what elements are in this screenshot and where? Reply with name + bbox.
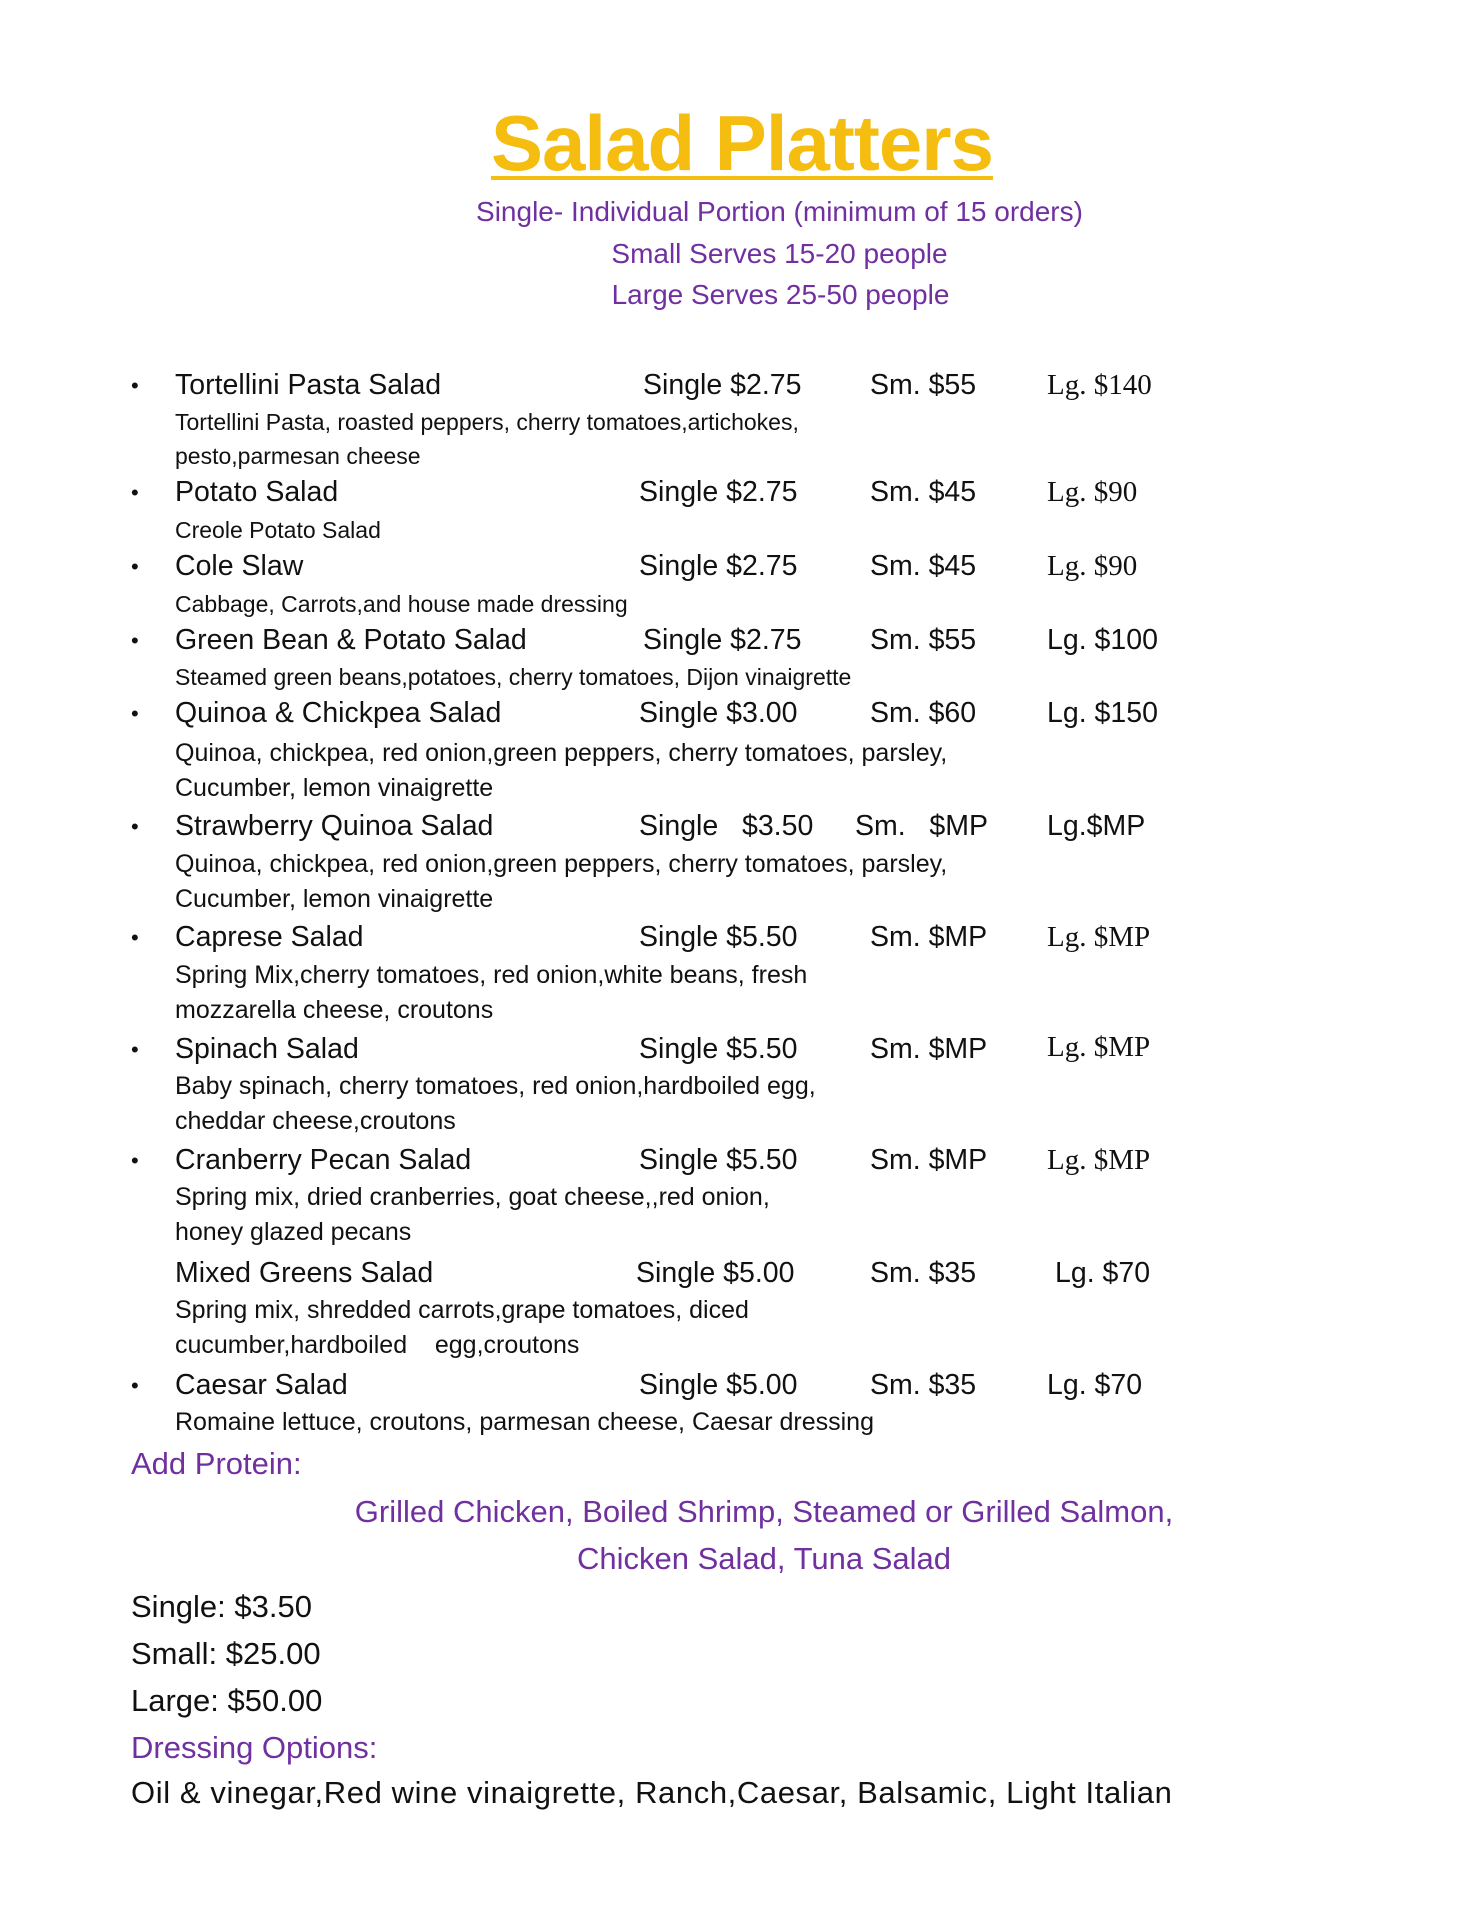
item-small-price: Sm. $MP xyxy=(870,1144,988,1176)
bullet-icon: • xyxy=(131,1037,139,1062)
item-name: Mixed Greens Salad xyxy=(175,1257,434,1289)
item-description-line: Romaine lettuce, croutons, parmesan cheese, Caesar dressing xyxy=(175,1408,874,1436)
protein-price-small: Small: $25.00 xyxy=(131,1636,321,1671)
item-small-price: Sm. $35 xyxy=(870,1257,977,1289)
item-single-price: Single $3.50 xyxy=(639,810,814,842)
item-description-line: cheddar cheese,croutons xyxy=(175,1107,456,1135)
item-large-price: Lg. $150 xyxy=(1047,697,1158,729)
item-name: Green Bean & Potato Salad xyxy=(175,624,527,656)
item-small-price: Sm. $MP xyxy=(870,921,988,953)
bullet-icon: • xyxy=(131,925,139,950)
item-small-price: Sm. $MP xyxy=(855,810,989,842)
bullet-icon: • xyxy=(131,373,139,398)
item-description-line: Tortellini Pasta, roasted peppers, cherry tomatoes,artichokes, xyxy=(175,409,799,435)
item-name: Cole Slaw xyxy=(175,550,304,582)
item-name: Caesar Salad xyxy=(175,1369,348,1401)
item-large-price: Lg. $70 xyxy=(1047,1369,1143,1401)
item-name: Potato Salad xyxy=(175,476,339,508)
item-description xyxy=(175,958,807,1028)
item-description xyxy=(175,1293,749,1363)
item-description-line: Spring mix, shredded carrots,grape tomatoes, diced xyxy=(175,1296,749,1324)
protein-options-line: Grilled Chicken, Boiled Shrimp, Steamed or Grilled Salmon, xyxy=(354,1494,1174,1529)
item-name: Quinoa & Chickpea Salad xyxy=(175,697,502,729)
item-small-price: Sm. $35 xyxy=(870,1369,977,1401)
item-description xyxy=(175,736,947,806)
item-large-price: Lg. $MP xyxy=(1047,921,1151,953)
item-description xyxy=(175,660,851,694)
item-description-line: mozzarella cheese, croutons xyxy=(175,996,494,1024)
item-small-price: Sm. $45 xyxy=(870,550,977,582)
item-large-price: Lg.$MP xyxy=(1047,810,1146,842)
item-description-line: Cabbage, Carrots,and house made dressing xyxy=(175,591,628,617)
protein-options-line: Chicken Salad, Tuna Salad xyxy=(577,1541,951,1576)
item-name: Spinach Salad xyxy=(175,1033,359,1065)
item-name: Cranberry Pecan Salad xyxy=(175,1144,472,1176)
item-description xyxy=(175,513,381,547)
bullet-icon: • xyxy=(131,1148,139,1173)
bullet-icon: • xyxy=(131,554,139,579)
item-single-price: Single $5.50 xyxy=(639,1144,798,1176)
item-small-price: Sm. $60 xyxy=(870,697,977,729)
item-large-price: Lg. $MP xyxy=(1047,1031,1151,1063)
item-single-price: Single $5.50 xyxy=(639,1033,798,1065)
item-description-line: Creole Potato Salad xyxy=(175,517,381,543)
add-protein-heading: Add Protein: xyxy=(131,1446,302,1481)
item-description xyxy=(175,1180,770,1250)
item-description-line: cucumber,hardboiled egg,croutons xyxy=(175,1331,580,1359)
item-single-price: Single $5.00 xyxy=(636,1257,795,1289)
item-large-price: Lg. $140 xyxy=(1047,369,1152,401)
item-description-line: Steamed green beans,potatoes, cherry tomatoes, Dijon vinaigrette xyxy=(175,664,852,690)
page-title: Salad Platters xyxy=(491,99,993,187)
item-single-price: Single $2.75 xyxy=(639,476,798,508)
item-single-price: Single $2.75 xyxy=(643,369,802,401)
item-description xyxy=(175,405,799,473)
bullet-icon: • xyxy=(131,1373,139,1398)
item-description-line: Baby spinach, cherry tomatoes, red onion,hardboiled egg, xyxy=(175,1072,816,1100)
item-description xyxy=(175,1069,816,1139)
item-description-line: pesto,parmesan cheese xyxy=(175,443,421,469)
dressing-options-heading: Dressing Options: xyxy=(131,1730,378,1765)
item-small-price: Sm. $55 xyxy=(870,369,977,401)
item-name: Tortellini Pasta Salad xyxy=(175,369,442,401)
item-small-price: Sm. $55 xyxy=(870,624,977,656)
item-description-line: Cucumber, lemon vinaigrette xyxy=(175,774,494,802)
item-single-price: Single $3.00 xyxy=(639,697,798,729)
bullet-icon: • xyxy=(131,480,139,505)
item-description-line: Spring mix, dried cranberries, goat cheese,,red onion, xyxy=(175,1183,770,1211)
bullet-icon: • xyxy=(131,701,139,726)
item-description-line: Cucumber, lemon vinaigrette xyxy=(175,885,494,913)
bullet-icon: • xyxy=(131,814,139,839)
subtitle-large-serves: Large Serves 25-50 people xyxy=(611,279,950,310)
item-small-price: Sm. $MP xyxy=(870,1033,988,1065)
item-single-price: Single $5.50 xyxy=(639,921,798,953)
subtitle-single-portion: Single- Individual Portion (minimum of 15 orders) xyxy=(476,196,1083,227)
item-description xyxy=(175,587,628,621)
item-description xyxy=(175,847,947,917)
item-description-line: honey glazed pecans xyxy=(175,1218,412,1246)
item-single-price: Single $5.00 xyxy=(639,1369,798,1401)
item-description-line: Spring Mix,cherry tomatoes, red onion,white beans, fresh xyxy=(175,961,808,989)
dressing-options-list: Oil & vinegar,Red wine vinaigrette, Ranch,Caesar, Balsamic, Light Italian xyxy=(131,1775,1173,1810)
item-large-price: Lg. $70 xyxy=(1055,1257,1151,1289)
item-name: Caprese Salad xyxy=(175,921,364,953)
item-small-price: Sm. $45 xyxy=(870,476,977,508)
item-single-price: Single $2.75 xyxy=(643,624,802,656)
item-single-price: Single $2.75 xyxy=(639,550,798,582)
item-description xyxy=(175,1405,874,1440)
item-description-line: Quinoa, chickpea, red onion,green peppers, cherry tomatoes, parsley, xyxy=(175,850,948,878)
protein-price-large: Large: $50.00 xyxy=(131,1683,323,1718)
item-name: Strawberry Quinoa Salad xyxy=(175,810,494,842)
protein-price-single: Single: $3.50 xyxy=(131,1589,312,1624)
item-description-line: Quinoa, chickpea, red onion,green peppers, cherry tomatoes, parsley, xyxy=(175,739,948,767)
item-large-price: Lg. $90 xyxy=(1047,476,1138,508)
subtitle-small-serves: Small Serves 15-20 people xyxy=(611,238,948,269)
item-large-price: Lg. $MP xyxy=(1047,1144,1151,1176)
bullet-icon: • xyxy=(131,628,139,653)
item-large-price: Lg. $100 xyxy=(1047,624,1158,656)
item-large-price: Lg. $90 xyxy=(1047,550,1138,582)
